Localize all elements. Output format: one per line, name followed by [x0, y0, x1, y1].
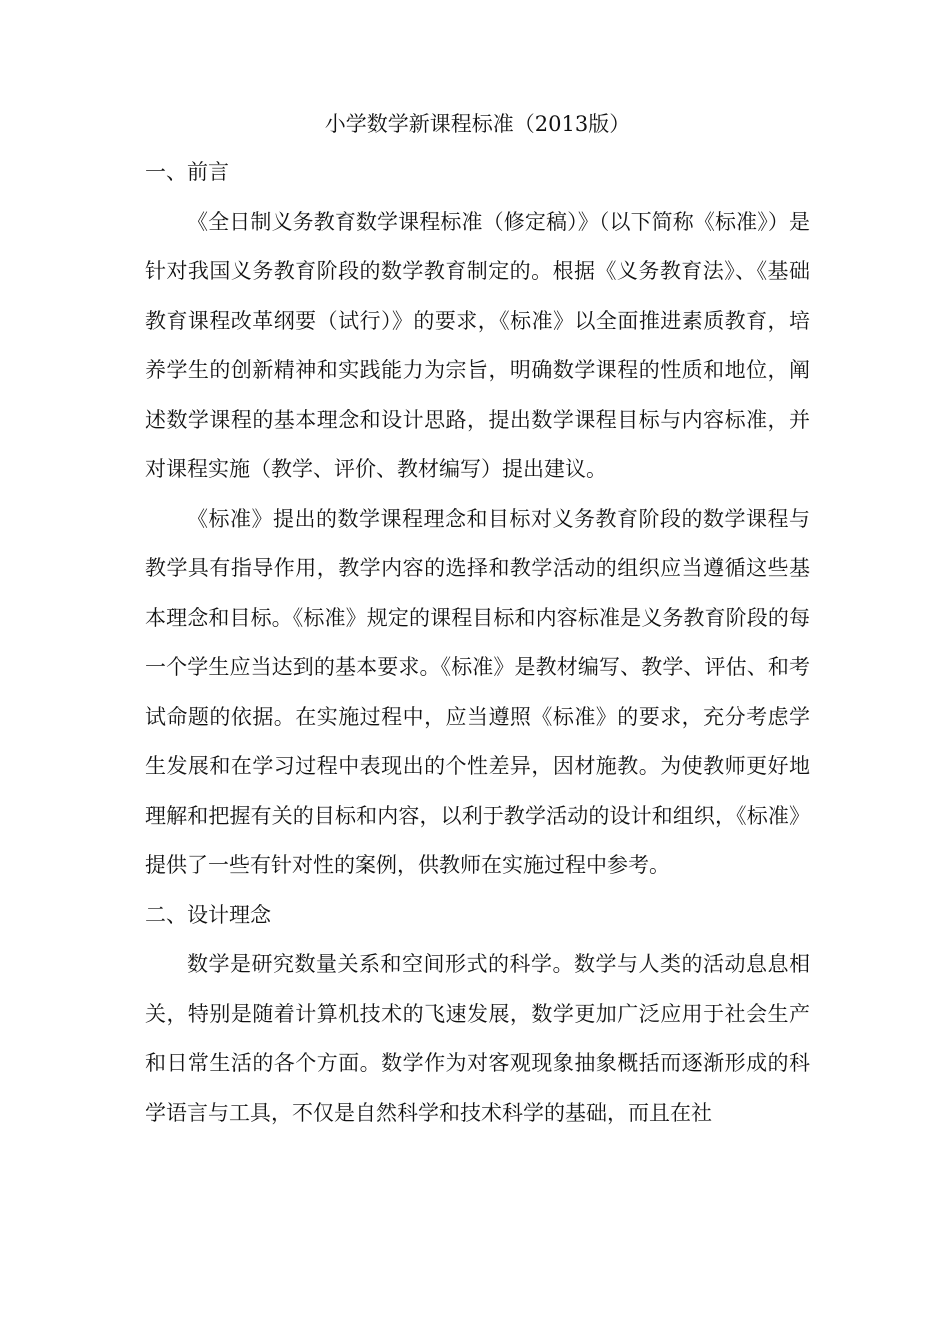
section-heading-design-philosophy: 二、设计理念	[145, 902, 271, 927]
document-title: 小学数学新课程标准（2013版）	[324, 112, 631, 136]
preface-paragraph-1: 《全日制义务教育数学课程标准（修定稿）》（以下简称《标准》）是针对我国义务教育阶段的数学教育制定的。根据《义务教育法》、《基础教育课程改革纲要（试行）》的要求，《标准》以全面推进素质教育，培养学生的创新精神和实践能力为宗旨，明确数学课程的性质和地位，阐述数学课程的基本理念和设计思路，提出数学课程目标与内容标准，并对课程实施（教学、评价、教材编写）提出建议。	[145, 209, 810, 481]
document-body	[145, 100, 810, 1138]
section-heading-preface: 一、前言	[145, 160, 229, 184]
preface-paragraph-2: 《标准》提出的数学课程理念和目标对义务教育阶段的数学课程与教学具有指导作用，教学内容的选择和教学活动的组织应当遵循这些基本理念和目标。《标准》规定的课程目标和内容标准是义务教育阶段的每一个学生应当达到的基本要求。《标准》是教材编写、教学、评估、和考试命题的依据。在实施过程中，应当遵照《标准》的要求，充分考虑学生发展和在学习过程中表现出的个性差异，因材施教。为使教师更好地理解和把握有关的目标和内容，以利于教学活动的设计和组织，《标准》提供了一些有针对性的案例，供教师在实施过程中参考。	[145, 506, 810, 877]
design-philosophy-paragraph-1: 数学是研究数量关系和空间形式的科学。数学与人类的活动息息相关，特别是随着计算机技术的飞速发展，数学更加广泛应用于社会生产和日常生活的各个方面。数学作为对客观现象抽象概括而逐渐形成的科学语言与工具，不仅是自然科学和技术科学的基础，而且在社	[145, 952, 810, 1125]
